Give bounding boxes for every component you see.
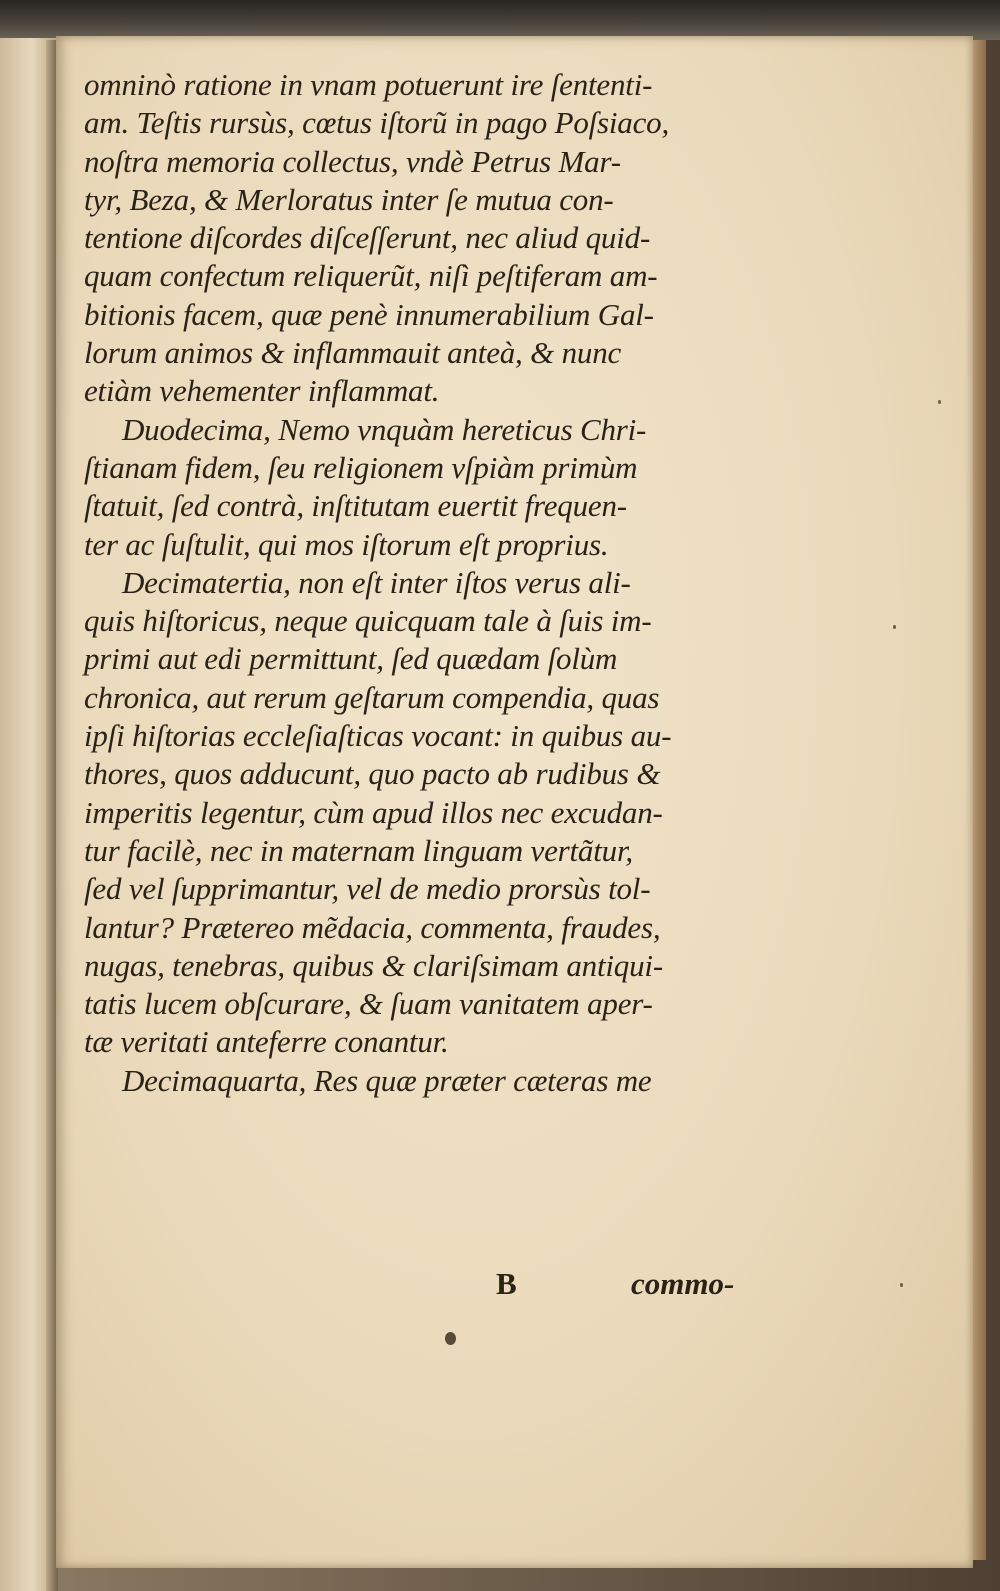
text-line: bitionis facem, quæ penè innumerabilium Gal- bbox=[84, 296, 654, 332]
text-line: lorum animos & inflammauit anteà, & nunc bbox=[84, 335, 622, 371]
text-line: ſtatuit, ſed contrà, inſtitutam euertit frequen- bbox=[84, 488, 627, 524]
text-line: chronica, aut rerum geſtarum compendia, quas bbox=[84, 679, 660, 715]
text-line: nugas, tenebras, quibus & clariſsimam antiqui- bbox=[84, 947, 663, 983]
paragraph-start: Decimaquarta, Res quæ præter cæteras me bbox=[122, 1062, 652, 1098]
page-footer bbox=[496, 1266, 766, 1306]
text-line: tæ veritati anteferre conantur. bbox=[84, 1024, 449, 1060]
body-text bbox=[84, 66, 754, 1100]
paper-speck bbox=[938, 400, 941, 404]
text-line: tyr, Beza, & Merloratus inter ſe mutua con- bbox=[84, 181, 614, 217]
text-line: ſtianam fidem, ſeu religionem vſpiàm primùm bbox=[84, 449, 638, 485]
text-line: am. Teſtis rursùs, cœtus iſtorũ in pago Poſsiaco, bbox=[84, 105, 670, 141]
text-line: thores, quos adducunt, quo pacto ab rudibus & bbox=[84, 756, 661, 792]
text-line: lantur? Prætereo mẽdacia, commenta, fraudes, bbox=[84, 909, 661, 945]
text-line: ipſi hiſtorias eccleſiaſticas vocant: in quibus au- bbox=[84, 718, 672, 754]
ink-spot bbox=[445, 1332, 456, 1345]
paper-speck bbox=[900, 1283, 903, 1287]
text-line: tentione diſcordes diſceſſerunt, nec aliud quid- bbox=[84, 220, 651, 256]
text-line: noſtra memoria collectus, vndè Petrus Mar- bbox=[84, 143, 621, 179]
text-line: ſed vel ſupprimantur, vel de medio prorsùs tol- bbox=[84, 871, 651, 907]
paragraph-start: Duodecima, Nemo vnquàm hereticus Chri- bbox=[122, 411, 647, 447]
text-line: quam confectum reliquerũt, niſì peſtiferam am- bbox=[84, 258, 658, 294]
top-edge bbox=[0, 0, 1000, 40]
text-line: omninò ratione in vnam potuerunt ire ſententi- bbox=[84, 67, 653, 102]
text-line: quis hiſtoricus, neque quicquam tale à ſuis im- bbox=[84, 603, 652, 639]
paragraph-start: Decimatertia, non eſt inter iſtos verus ali- bbox=[122, 564, 631, 600]
text-line: imperitis legentur, cùm apud illos nec excudan- bbox=[84, 794, 663, 830]
text-line: ter ac ſuſtulit, qui mos iſtorum eſt proprius. bbox=[84, 526, 609, 562]
text-line: etiàm vehementer inflammat. bbox=[84, 373, 440, 409]
signature-mark: B bbox=[496, 1266, 517, 1301]
text-line: tatis lucem obſcurare, & ſuam vanitatem aper- bbox=[84, 986, 653, 1022]
text-line: tur facilè, nec in maternam linguam vertãtur, bbox=[84, 832, 633, 868]
catchword: commo- bbox=[631, 1266, 735, 1301]
text-line: primi aut edi permittunt, ſed quædam ſolùm bbox=[84, 641, 618, 677]
paper-speck bbox=[893, 625, 896, 629]
